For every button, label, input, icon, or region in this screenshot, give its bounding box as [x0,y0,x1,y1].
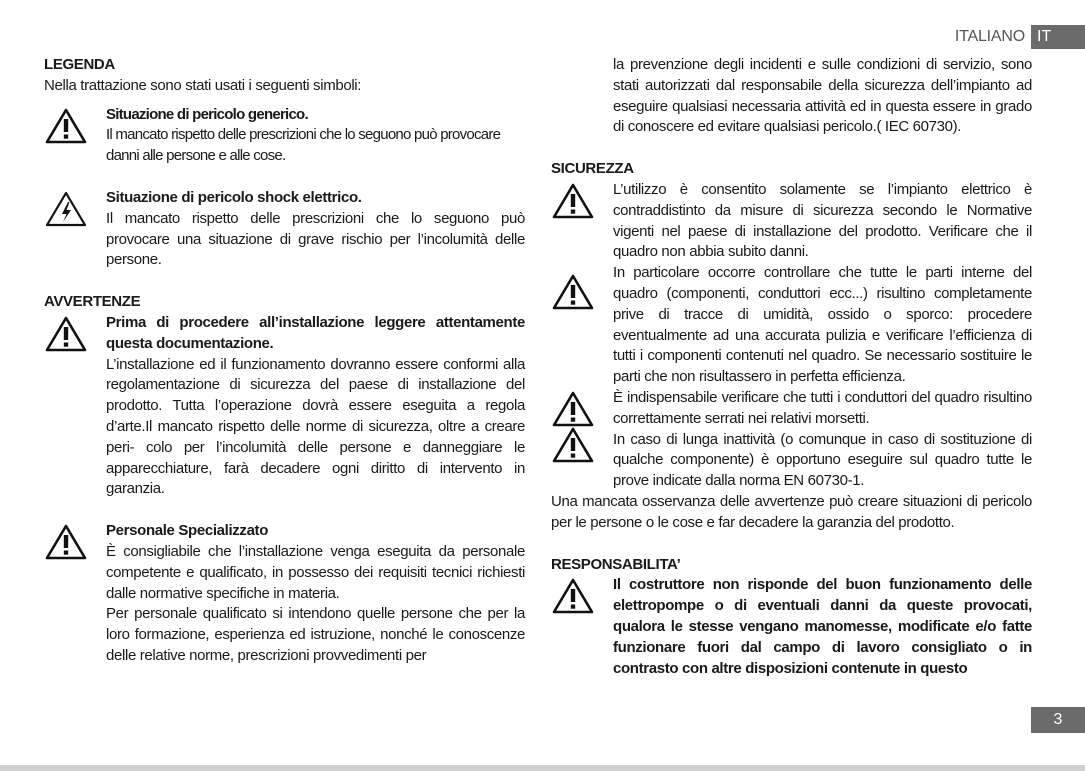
shock-danger-text: Il mancato rispetto delle prescrizioni che lo seguono può provocare una situazione di grave rischio per l’incolumità delle persone. [106,209,525,269]
personale-block [44,521,525,667]
warning-exclamation-icon [44,521,106,561]
warning-exclamation-icon [551,575,613,615]
avvertenze-bold-text: Prima di procedere all’installazione leggere attentamente questa documentazione. [106,313,525,352]
language-code-badge: IT [1031,25,1085,49]
shock-danger-title: Situazione di pericolo shock elettrico. [106,188,362,206]
continuation-block [551,55,1032,138]
sicurezza-title: SICUREZZA [551,160,634,178]
page-number: 3 [1031,707,1085,733]
bottom-divider [0,765,1085,771]
avvertenze-text: L’installazione ed il funzionamento dovranno essere conformi alla regolamentazione di sicurezza del paese di installazione del prodotto. Tutta l’operazione dovrà essere eseguita a regola d’arte.Il mancato rispetto delle norme di sicurezza, oltre a creare peri- colo per l’incolumità delle persone e danneggiare le apparecchiature, farà decadere ogni diritto di intervento in garanzia. [106,355,525,498]
legenda-generic-item [44,105,525,167]
avvertenze-title: AVVERTENZE [44,293,141,311]
warning-exclamation-icon [551,424,613,464]
responsabilita-bold-text: Il costruttore non risponde del buon funzionamento delle elettropompe o di eventuali danni da queste provocati, qualora le stesse vengano manomesse, modificate e/o fatte funzionare fuori dal campo di lavoro consigliato o in contrasto con altre disposizioni contenute in questo [613,576,1032,677]
warning-exclamation-icon [551,263,613,311]
generic-danger-title: Situazione di pericolo generico. [106,105,308,123]
generic-danger-text: Il mancato rispetto delle prescrizioni che lo seguono può provocare danni alle persone e alle cose. [106,126,501,165]
warning-exclamation-icon [551,388,613,428]
right-column [551,55,1032,679]
personale-title: Personale Specializzato [106,522,269,540]
sicurezza-block-3 [551,388,1032,430]
personale-text-2: Per personale qualificato si intendono quelle persone che per la loro formazione, esperienza ed istruzione, nonché le conoscenze delle relative norme, prescrizioni provvedimenti per [106,605,525,664]
sicurezza-p1: L’utilizzo è consentito solamente se l’impianto elettrico è contraddistinto da misure di sicurezza secondo le Normative vigenti nel paese di installazione del prodotto. Verificare che il quadro non abbia subito danni. [613,180,1032,261]
language-tab [955,25,1085,49]
avvertenze-block [44,313,525,500]
legenda-intro: Nella trattazione sono stati usati i seguenti simboli: [44,76,362,94]
sicurezza-p5: Una mancata osservanza delle avvertenze può creare situazioni di pericolo per le persone o le cose e far decadere la garanzia del prodotto. [551,492,1032,531]
warning-exclamation-icon [551,180,613,220]
electric-shock-icon [44,188,106,228]
sicurezza-block-1 [551,180,1032,263]
sicurezza-p3: È indispensabile verificare che tutti i conduttori del quadro risultino correttamente serrati nei relativi morsetti. [613,388,1032,427]
continuation-text: la prevenzione degli incidenti e sulle condizioni di servizio, sono stati autorizzati dal responsabile della sicurezza dell’impianto ad eseguire qualsiasi necessaria attività ed in questa essere in grado di conoscere ed evitare qualsiasi pericolo.( IEC 60730). [613,56,1032,136]
legenda-title: LEGENDA [44,56,115,73]
responsabilita-block [551,575,1032,679]
language-label: ITALIANO [954,28,1025,45]
warning-exclamation-icon [44,313,106,353]
sicurezza-p4: In caso di lunga inattività (o comunque in caso di sostituzione di qualche componente) è opportuno eseguire sul quadro tutte le prove indicate dalla norma EN 60730-1. [613,430,1032,490]
legenda-shock-item [44,188,525,271]
left-column [44,55,525,667]
sicurezza-block-2 [551,263,1032,388]
sicurezza-block-4 [551,430,1032,492]
responsabilita-title: RESPONSABILITA’ [551,555,681,573]
warning-exclamation-icon [44,105,106,145]
sicurezza-p2: In particolare occorre controllare che tutte le parti interne del quadro (componenti, conduttori ecc...) risultino completamente prive di tracce di umidità, ossido o sporco: procedere eventualmente ad una accurata pulizia e verificare l’efficienza di tutti i componenti contenuti nel quadro. Se necessario sostituire le parti che non risultassero in perfetta efficienza. [613,264,1032,386]
personale-text-1: È consigliabile che l’installazione venga eseguita da personale competente e qualificato, in possesso dei requisiti tecnici richiesti dalle normative specifiche in materia. [106,542,525,602]
